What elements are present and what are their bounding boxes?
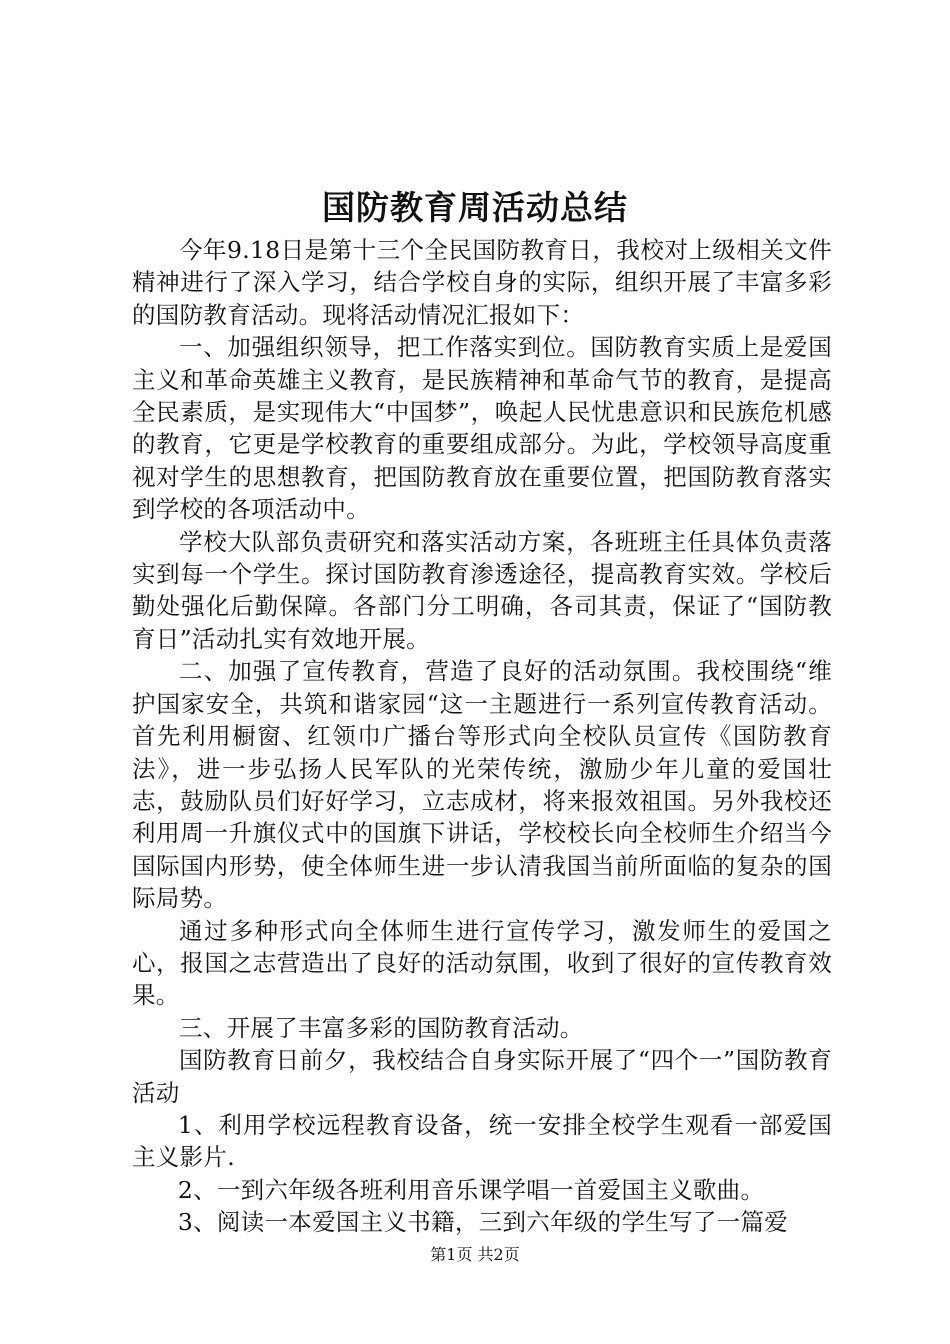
document-title: 国防教育周活动总结 (322, 188, 628, 227)
document-body (132, 234, 832, 1239)
list-item-2: 2、一到六年级各班利用音乐课学唱一首爱国主义歌曲。 (177, 1175, 765, 1204)
paragraph-section-2: 二、加强了宣传教育，营造了良好的活动氛围。我校围绕“维护国家安全，共筑和谐家园“这一主题进行一系列宣传教育活动。首先利用橱窗、红领巾广播台等形式向全校队员宣传《国防教育法》，进一步弘扬人民军队的光荣传统，激励少年儿童的爱国壮志，鼓励队员们好好学习，立志成材，将来报效祖国。另外我校还利用周一升旗仪式中的国旗下讲话，学校校长向全校师生介绍当今国际国内形势，使全体师生进一步认清我国当前所面临的复杂的国际局势。 (132, 657, 832, 913)
paragraph-section-2-summary: 通过多种形式向全体师生进行宣传学习，激发师生的爱国之心，报国之志营造出了良好的活动氛围，收到了很好的宣传教育效果。 (132, 916, 832, 1010)
paragraph-section-1: 一、加强组织领导，把工作落实到位。国防教育实质上是爱国主义和革命英雄主义教育，是民族精神和革命气节的教育，是提高全民素质，是实现伟大“中国梦”，唤起人民忧患意识和民族危机感的教育，它更是学校教育的重要组成部分。为此，学校领导高度重视对学生的思想教育，把国防教育放在重要位置，把国防教育落实到学校的各项活动中。 (132, 333, 832, 524)
paragraph-section-3-heading: 三、开展了丰富多彩的国防教育活动。 (179, 1013, 584, 1042)
paragraph-section-3-intro: 国防教育日前夕，我校结合自身实际开展了“四个一”国防教育活动 (132, 1046, 832, 1107)
paragraph-intro: 今年9.18日是第十三个全民国防教育日，我校对上级相关文件精神进行了深入学习，结合学校自身的实际，组织开展了丰富多彩的国防教育活动。现将活动情况汇报如下： (132, 236, 832, 329)
list-item-1: 1、利用学校远程教育设备，统一安排全校学生观看一部爱国主义影片. (132, 1110, 832, 1172)
list-item-3: 3、阅读一本爱国主义书籍，三到六年级的学生写了一篇爱 (177, 1208, 789, 1237)
page-footer: 第1页 共2页 (430, 1245, 520, 1264)
paragraph-section-1-detail: 学校大队部负责研究和落实活动方案，各班班主任具体负责落实到每一个学生。探讨国防教育渗透途径，提高教育实效。学校后勤处强化后勤保障。各部门分工明确，各司其责，保证了“国防教育日”活动扎实有效地开展。 (132, 527, 832, 653)
